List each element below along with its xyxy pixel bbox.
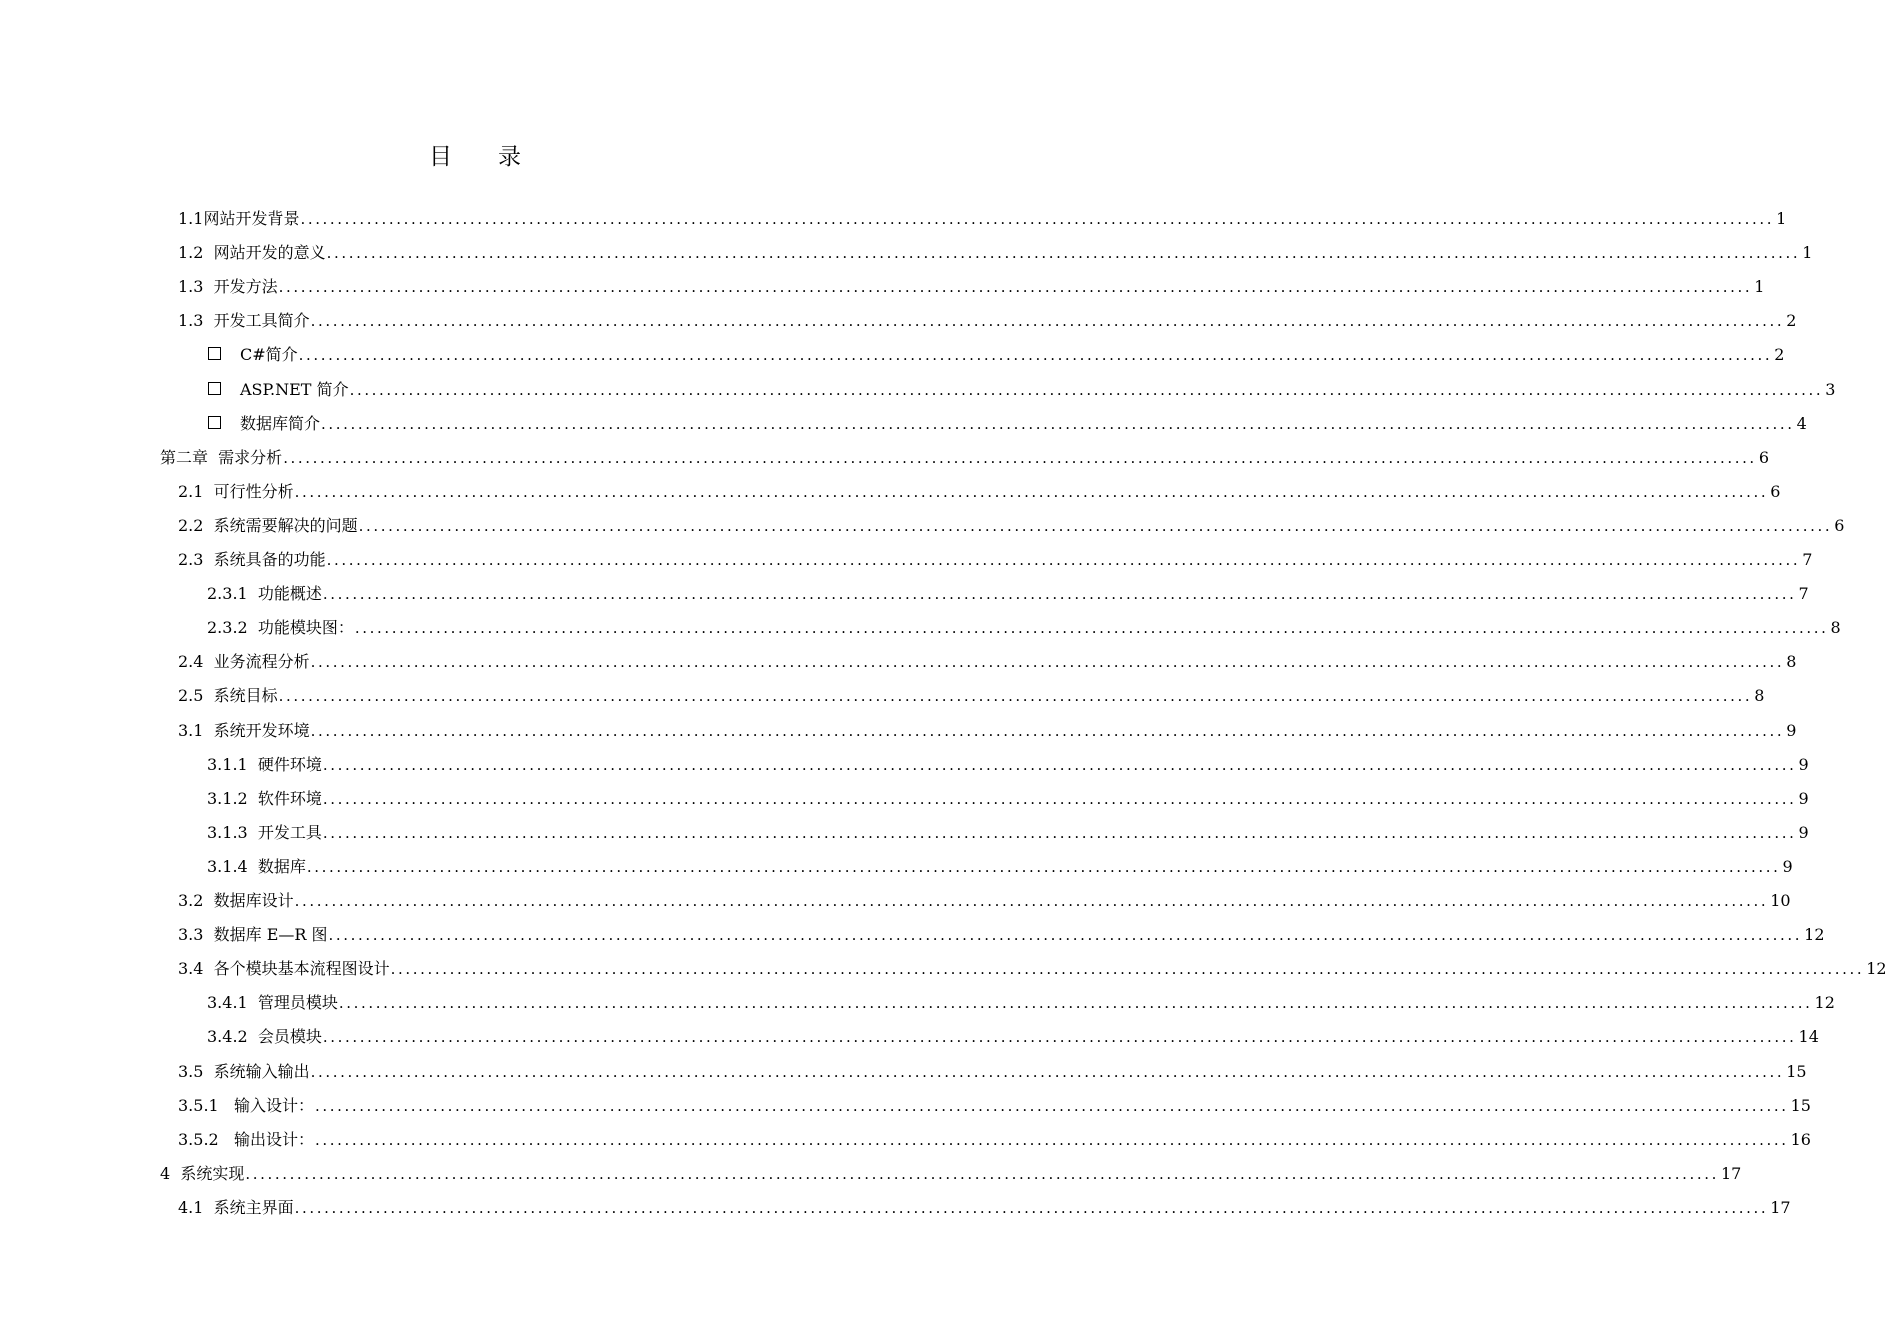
toc-entry[interactable] (0, 1094, 1811, 1118)
toc-page-number: 3 (1825, 379, 1836, 399)
toc-entry[interactable] (0, 684, 1765, 708)
dot-leader: ........................................................................................................................................................................................................ (390, 960, 1865, 979)
toc-entry-label: 3.4.1 管理员模块 (207, 993, 338, 1013)
dot-leader: ........................................................................................................................................................................................................ (294, 1198, 1769, 1217)
toc-entry-label: 3.1 系统开发环境 (178, 720, 310, 740)
dot-leader: ........................................................................................................................................................................................................ (338, 994, 1813, 1013)
dot-leader: ........................................................................................................................................................................................................ (310, 1062, 1785, 1081)
toc-entry-label: 第二章 需求分析 (160, 447, 283, 467)
toc-entry-label: 2.3 系统具备的功能 (178, 550, 326, 569)
dot-leader: ........................................................................................................................................................................................................ (322, 823, 1797, 842)
dot-leader: ........................................................................................................................................................................................................ (298, 346, 1773, 365)
toc-entry-label: 4.1 系统主界面 (178, 1197, 294, 1217)
dot-leader: ........................................................................................................................................................................................................ (310, 721, 1785, 740)
toc-entry-label: 3.2 数据库设计 (178, 891, 294, 910)
toc-entry[interactable] (0, 923, 1825, 947)
dot-leader: ........................................................................................................................................................................................................ (322, 1028, 1797, 1047)
toc-entry-label: 3.1.4 数据库 (207, 856, 306, 876)
toc-page-number: 8 (1830, 618, 1841, 638)
toc-entry[interactable] (0, 616, 1841, 640)
toc-entry-label: 2.3.1 功能概述 (207, 584, 322, 604)
square-bullet-icon (208, 347, 221, 360)
toc-entry-label: C#简介 (240, 345, 298, 365)
toc-entry-label: 2.4 业务流程分析 (178, 652, 310, 672)
toc-entry[interactable] (0, 275, 1765, 299)
dot-leader: ........................................................................................................................................................................................................ (245, 1164, 1719, 1183)
toc-page-number: 1 (1776, 209, 1787, 228)
toc-entry[interactable] (0, 309, 1797, 333)
toc-entry-label: 1.3 开发方法 (178, 277, 278, 297)
toc-page-number: 16 (1790, 1129, 1811, 1149)
toc-entry[interactable] (0, 1162, 1742, 1186)
toc-entry-label: 2.2 系统需要解决的问题 (178, 515, 358, 535)
toc-entry-label: 3.4 各个模块基本流程图设计 (178, 959, 390, 979)
dot-leader: ........................................................................................................................................................................................................ (310, 312, 1785, 331)
toc-entry[interactable] (0, 1128, 1811, 1152)
toc-page-number: 17 (1720, 1163, 1742, 1183)
toc-page-number: 9 (1798, 822, 1809, 842)
toc-entry[interactable] (0, 753, 1809, 777)
dot-leader: ........................................................................................................................................................................................................ (314, 1096, 1789, 1115)
dot-leader: ........................................................................................................................................................................................................ (326, 244, 1801, 263)
toc-entry[interactable] (0, 719, 1797, 743)
toc-entry[interactable] (0, 650, 1797, 674)
toc-entry-label: 1.1网站开发背景 (178, 209, 300, 228)
toc-entry-label: 3.1.2 软件环境 (207, 788, 322, 808)
toc-entry[interactable] (0, 787, 1809, 811)
toc-page-number: 1 (1754, 277, 1765, 297)
dot-leader: ........................................................................................................................................................................................................ (322, 585, 1797, 604)
dot-leader: ........................................................................................................................................................................................................ (328, 926, 1803, 945)
dot-leader: ........................................................................................................................................................................................................ (300, 210, 1775, 228)
dot-leader: ........................................................................................................................................................................................................ (358, 516, 1833, 535)
dot-leader: ........................................................................................................................................................................................................ (283, 448, 1757, 467)
toc-entry[interactable] (0, 480, 1781, 504)
toc-page-number: 6 (1834, 515, 1845, 535)
toc-entry[interactable] (0, 241, 1813, 265)
toc-page-number: 12 (1814, 993, 1835, 1013)
toc-page-number: 9 (1798, 788, 1809, 808)
toc-page-number: 2 (1786, 311, 1797, 331)
toc-entry[interactable] (0, 378, 1836, 402)
toc-entry[interactable] (0, 548, 1813, 572)
page-title: 目录 (429, 144, 567, 170)
toc-entry[interactable] (0, 889, 1791, 913)
toc-page-number: 10 (1770, 891, 1791, 910)
toc-entry-label: 3.5 系统输入输出 (178, 1061, 310, 1081)
toc-page-number: 7 (1802, 550, 1813, 569)
toc-entry-label: 3.1.1 硬件环境 (207, 754, 322, 774)
dot-leader: ........................................................................................................................................................................................................ (278, 278, 1753, 297)
toc-entry-label: 3.3 数据库 E—R 图 (178, 925, 328, 945)
toc-page-number: 15 (1790, 1095, 1811, 1115)
toc-entry[interactable] (0, 957, 1887, 981)
toc-page-number: 15 (1786, 1061, 1807, 1081)
toc-page-number: 6 (1758, 447, 1769, 467)
toc-page-number: 4 (1796, 413, 1807, 433)
dot-leader: ........................................................................................................................................................................................................ (294, 892, 1769, 910)
toc-page-number: 9 (1782, 856, 1793, 876)
toc-entry-label: 1.2 网站开发的意义 (178, 243, 326, 263)
toc-entry[interactable] (0, 514, 1845, 538)
toc-page-number: 8 (1786, 652, 1797, 672)
toc-entry-label: 3.1.3 开发工具 (207, 822, 322, 842)
toc-entry[interactable] (0, 207, 1787, 231)
toc-entry-label: 2.3.2 功能模块图： (207, 618, 354, 638)
dot-leader: ........................................................................................................................................................................................................ (314, 1130, 1789, 1149)
toc-entry[interactable] (0, 343, 1785, 367)
dot-leader: ........................................................................................................................................................................................................ (322, 789, 1797, 808)
dot-leader: ........................................................................................................................................................................................................ (321, 414, 1795, 433)
dot-leader: ........................................................................................................................................................................................................ (310, 653, 1785, 672)
toc-page-number: 17 (1770, 1197, 1791, 1217)
toc-entry[interactable] (0, 412, 1807, 436)
toc-entry[interactable] (0, 855, 1793, 879)
dot-leader: ........................................................................................................................................................................................................ (294, 482, 1769, 501)
toc-entry[interactable] (0, 1025, 1819, 1049)
toc-page-number: 9 (1798, 754, 1809, 774)
dot-leader: ........................................................................................................................................................................................................ (278, 687, 1753, 706)
toc-entry-label: 3.5.2 输出设计： (178, 1129, 314, 1149)
toc-page-number: 1 (1802, 243, 1813, 263)
toc-entry[interactable] (0, 446, 1769, 470)
toc-entry[interactable] (0, 1196, 1791, 1220)
square-bullet-icon (208, 416, 221, 429)
toc-page-number: 14 (1798, 1027, 1819, 1047)
toc-page-number: 8 (1754, 686, 1765, 706)
toc-page-number: 9 (1786, 720, 1797, 740)
toc-entry-label: 3.4.2 会员模块 (207, 1027, 322, 1047)
toc-page-number: 2 (1774, 345, 1785, 365)
dot-leader: ........................................................................................................................................................................................................ (322, 755, 1797, 774)
toc-entry[interactable] (0, 1060, 1807, 1084)
toc-entry[interactable] (0, 582, 1809, 606)
toc-entry-label: 3.5.1 输入设计： (178, 1095, 314, 1115)
dot-leader: ........................................................................................................................................................................................................ (326, 551, 1801, 569)
square-bullet-icon (208, 382, 221, 395)
toc-entry-label: ASP.NET 简介 (240, 379, 349, 399)
toc-entry-label: 数据库简介 (240, 413, 321, 433)
dot-leader: ........................................................................................................................................................................................................ (354, 619, 1829, 638)
toc-entry[interactable] (0, 821, 1809, 845)
toc-page-number: 7 (1798, 584, 1809, 604)
toc-entry-label: 4 系统实现 (160, 1163, 245, 1183)
toc-entry-label: 2.1 可行性分析 (178, 481, 294, 501)
toc-entry-label: 2.5 系统目标 (178, 686, 278, 706)
dot-leader: ........................................................................................................................................................................................................ (349, 380, 1824, 399)
dot-leader: ........................................................................................................................................................................................................ (306, 857, 1781, 876)
toc-entry[interactable] (0, 991, 1835, 1015)
toc-page-number: 6 (1770, 481, 1781, 501)
toc-page-number: 12 (1804, 925, 1825, 945)
toc-page-number: 12 (1866, 959, 1887, 979)
toc-entry-label: 1.3 开发工具简介 (178, 311, 310, 331)
